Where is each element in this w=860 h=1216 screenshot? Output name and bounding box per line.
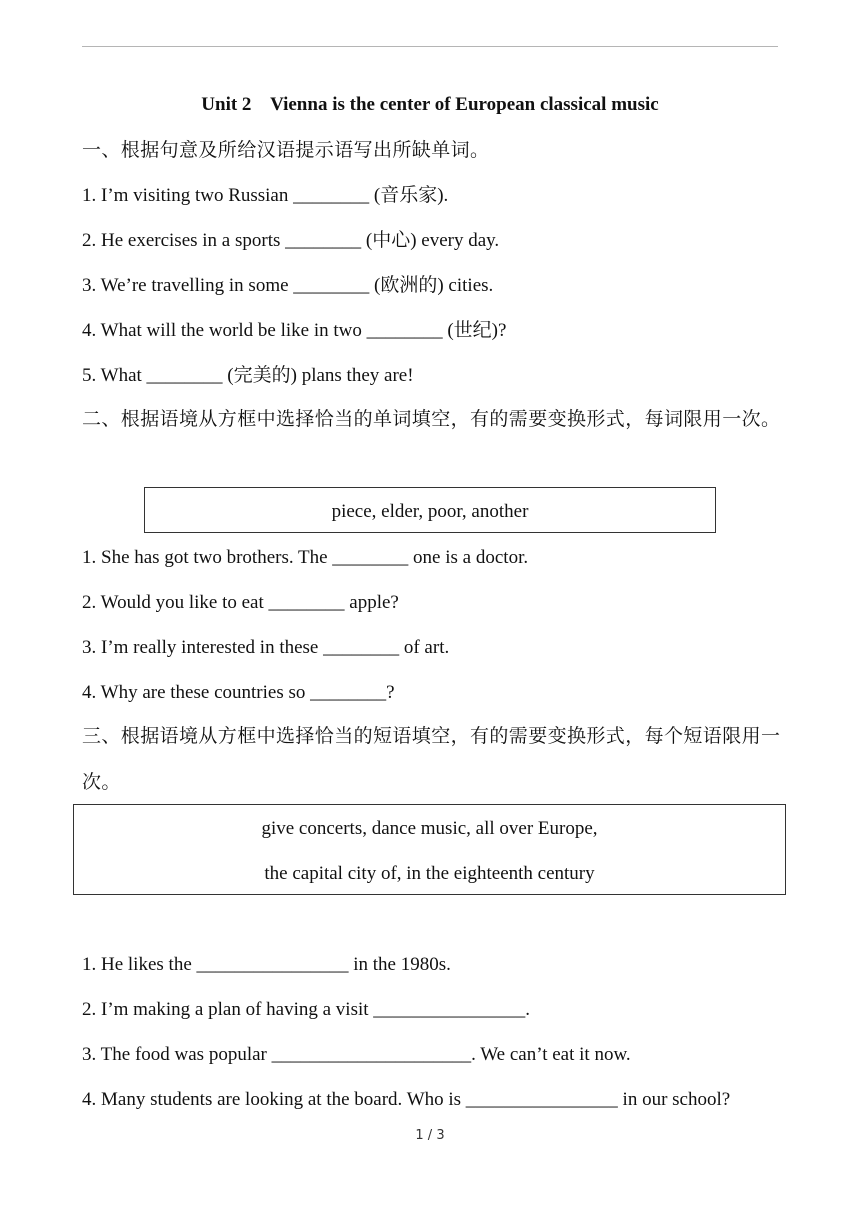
section1-item-2: 2. He exercises in a sports ________ (中心) every day. [82, 230, 500, 251]
section1-item-1: 1. I’m visiting two Russian ________ (音乐家). [82, 185, 449, 206]
word-box [144, 487, 716, 533]
section2-item-4: 4. Why are these countries so ________? [82, 682, 395, 703]
section2-heading: 二、根据语境从方框中选择恰当的单词填空，有的需要变换形式，每词限用一次。 [82, 409, 781, 430]
section1-item-3: 3. We’re travelling in some ________ (欧洲的) cities. [82, 275, 494, 296]
section1-item-5: 5. What ________ (完美的) plans they are! [82, 365, 414, 386]
section2-item-2: 2. Would you like to eat ________ apple? [82, 592, 399, 613]
word-box-text: piece, elder, poor, another [331, 501, 529, 522]
section2-item-1: 1. She has got two brothers. The ________ one is a doctor. [82, 547, 529, 568]
section3-heading: 三、根据语境从方框中选择恰当的短语填空，有的需要变换形式，每个短语限用一次。 [82, 726, 781, 793]
section3-item-4: 4. Many students are looking at the board. Who is ________________ in our school? [82, 1089, 731, 1110]
section3-item-2: 2. I’m making a plan of having a visit ________________. [82, 999, 531, 1020]
section3-item-1: 1. He likes the ________________ in the 1980s. [82, 954, 451, 975]
section1-heading: 一、根据句意及所给汉语提示语写出所缺单词。 [82, 140, 490, 161]
section2-item-3: 3. I’m really interested in these ________ of art. [82, 637, 450, 658]
section3-item-3: 3. The food was popular _____________________. We can’t eat it now. [82, 1044, 631, 1065]
page-title: Unit 2 Vienna is the center of European classical music [201, 94, 659, 115]
page-number: 1 / 3 [415, 1128, 445, 1143]
section1-item-4: 4. What will the world be like in two ________ (世纪)? [82, 320, 507, 341]
phrase-box-line-1: give concerts, dance music, all over Europe, [261, 818, 598, 839]
header-rule [82, 46, 778, 47]
phrase-box [73, 804, 786, 895]
phrase-box-line-2: the capital city of, in the eighteenth century [264, 863, 595, 884]
